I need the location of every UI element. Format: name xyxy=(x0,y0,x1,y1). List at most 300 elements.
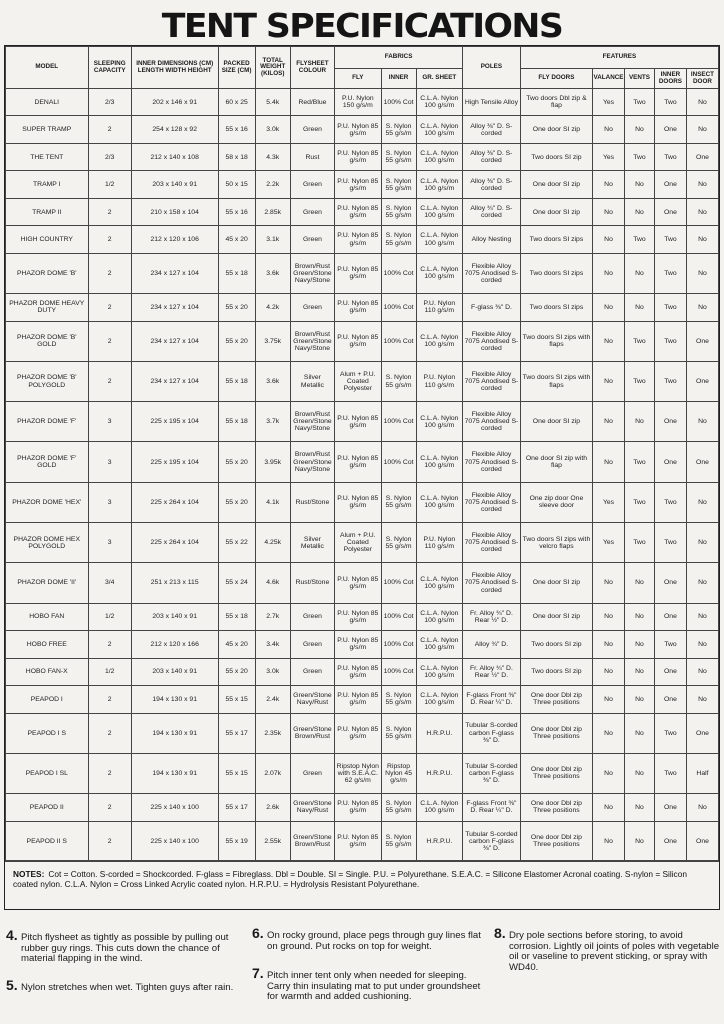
cell-poles: F-glass Front ⅜" D. Rear ¼" D. xyxy=(463,686,521,713)
cell-poles: Alloy ⅜" D. S-corded xyxy=(463,143,521,170)
cell-fly-doors: One door SI zip xyxy=(520,603,592,630)
cell-packed-size: 45 x 20 xyxy=(218,631,255,658)
cell-flysheet-colour: Green/Stone Navy/Rust xyxy=(290,686,334,713)
cell-fly-doors: Two doors SI zips with flaps xyxy=(520,361,592,401)
tip-text: Nylon stretches when wet. Tighten guys after rain. xyxy=(21,982,234,993)
cell-sleeping-capacity: 3/4 xyxy=(88,563,131,603)
cell-flysheet-colour: Green xyxy=(290,603,334,630)
cell-fabric-fly: P.U. Nylon 150 g/s/m xyxy=(335,89,381,116)
cell-fabric-inner: S. Nylon 55 g/s/m xyxy=(381,116,416,143)
cell-fabric-fly: P.U. Nylon 85 g/s/m xyxy=(335,321,381,361)
cell-sleeping-capacity: 3 xyxy=(88,523,131,563)
cell-flysheet-colour: Brown/Rust Green/Stone Navy/Stone xyxy=(290,442,334,482)
cell-flysheet-colour: Green xyxy=(290,226,334,253)
cell-sleeping-capacity: 1/2 xyxy=(88,658,131,685)
table-row xyxy=(6,89,719,116)
cell-model: PEAPOD II xyxy=(6,794,89,821)
cell-vents: No xyxy=(625,753,655,793)
cell-fabric-groundsheet: H.R.P.U. xyxy=(416,713,462,753)
cell-poles: Tubular S-corded carbon F-glass ⅜" D. xyxy=(463,753,521,793)
cell-sleeping-capacity: 3 xyxy=(88,482,131,522)
cell-fly-doors: One door SI zip xyxy=(520,116,592,143)
cell-insect-door: No xyxy=(686,631,718,658)
cell-poles: F-glass ⅜" D. xyxy=(463,294,521,321)
cell-valance: No xyxy=(593,442,625,482)
tip-number: 5. xyxy=(6,977,18,993)
cell-packed-size: 50 x 15 xyxy=(218,171,255,198)
cell-insect-door: One xyxy=(686,321,718,361)
cell-fabric-inner: S. Nylon 55 g/s/m xyxy=(381,523,416,563)
cell-fabric-fly: P.U. Nylon 85 g/s/m xyxy=(335,402,381,442)
cell-total-weight: 2.35k xyxy=(255,713,290,753)
cell-inner-doors: Two xyxy=(654,294,686,321)
cell-vents: No xyxy=(625,821,655,861)
table-row xyxy=(6,482,719,522)
cell-model: TRAMP II xyxy=(6,198,89,225)
cell-sleeping-capacity: 2 xyxy=(88,294,131,321)
cell-sleeping-capacity: 2/3 xyxy=(88,89,131,116)
table-row xyxy=(6,294,719,321)
notes-label: NOTES: xyxy=(13,869,45,879)
tip-number: 6. xyxy=(252,925,264,941)
cell-fabric-fly: Ripstop Nylon with S.E.A.C. 62 g/s/m xyxy=(335,753,381,793)
tip-text: Pitch inner tent only when needed for sleeping. Carry thin insulating mat to put under groundsheet for warmth and added cushioning. xyxy=(267,970,481,1003)
cell-packed-size: 55 x 20 xyxy=(218,294,255,321)
cell-flysheet-colour: Red/Blue xyxy=(290,89,334,116)
table-row xyxy=(6,523,719,563)
cell-valance: No xyxy=(593,821,625,861)
header-fabric-fly: FLY xyxy=(335,69,381,89)
header-fabric-inner: INNER xyxy=(381,69,416,89)
cell-total-weight: 3.7k xyxy=(255,402,290,442)
cell-insect-door: No xyxy=(686,89,718,116)
cell-vents: No xyxy=(625,294,655,321)
cell-inner-dimensions: 212 x 120 x 106 xyxy=(131,226,218,253)
cell-poles: Fr. Alloy ¾" D. Rear ½" D. xyxy=(463,603,521,630)
cell-poles: Flexible Alloy 7075 Anodised S-corded xyxy=(463,321,521,361)
cell-total-weight: 3.95k xyxy=(255,442,290,482)
cell-fabric-inner: 100% Cot xyxy=(381,603,416,630)
cell-fabric-inner: S. Nylon 55 g/s/m xyxy=(381,143,416,170)
table-row xyxy=(6,686,719,713)
cell-fabric-inner: 100% Cot xyxy=(381,253,416,293)
cell-fabric-inner: S. Nylon 55 g/s/m xyxy=(381,361,416,401)
cell-fabric-groundsheet: C.L.A. Nylon 100 g/s/m xyxy=(416,89,462,116)
cell-fly-doors: One door Dbl zip Three positions xyxy=(520,713,592,753)
cell-fabric-groundsheet: C.L.A. Nylon 100 g/s/m xyxy=(416,198,462,225)
cell-inner-dimensions: 234 x 127 x 104 xyxy=(131,361,218,401)
cell-valance: Yes xyxy=(593,523,625,563)
cell-inner-doors: One xyxy=(654,171,686,198)
cell-fabric-fly: P.U. Nylon 85 g/s/m xyxy=(335,198,381,225)
cell-insect-door: No xyxy=(686,658,718,685)
cell-vents: No xyxy=(625,171,655,198)
table-row xyxy=(6,442,719,482)
cell-total-weight: 3.75k xyxy=(255,321,290,361)
cell-model: DENALI xyxy=(6,89,89,116)
cell-fly-doors: One door Dbl zip Three positions xyxy=(520,686,592,713)
cell-inner-dimensions: 225 x 264 x 104 xyxy=(131,482,218,522)
cell-valance: No xyxy=(593,794,625,821)
cell-inner-doors: One xyxy=(654,603,686,630)
cell-fabric-fly: Alum + P.U. Coated Polyester xyxy=(335,523,381,563)
cell-flysheet-colour: Silver Metallic xyxy=(290,361,334,401)
table-row xyxy=(6,603,719,630)
table-row xyxy=(6,171,719,198)
cell-insect-door: No xyxy=(686,563,718,603)
cell-fabric-fly: P.U. Nylon 85 g/s/m xyxy=(335,294,381,321)
spec-sheet xyxy=(4,45,720,910)
cell-packed-size: 55 x 20 xyxy=(218,442,255,482)
cell-inner-doors: Two xyxy=(654,89,686,116)
header-sleeping-capacity: SLEEPING CAPACITY xyxy=(88,47,131,89)
cell-sleeping-capacity: 1/2 xyxy=(88,171,131,198)
cell-model: PHAZOR DOME HEX POLYGOLD xyxy=(6,523,89,563)
cell-inner-doors: One xyxy=(654,563,686,603)
cell-packed-size: 55 x 24 xyxy=(218,563,255,603)
cell-fabric-groundsheet: C.L.A. Nylon 100 g/s/m xyxy=(416,171,462,198)
spec-rows xyxy=(6,89,719,862)
cell-fabric-fly: P.U. Nylon 85 g/s/m xyxy=(335,603,381,630)
cell-fly-doors: One door SI zip with flap xyxy=(520,442,592,482)
cell-model: PEAPOD I SL xyxy=(6,753,89,793)
cell-poles: Flexible Alloy 7075 Anodised S-corded xyxy=(463,482,521,522)
header-inner-dimensions: INNER DIMENSIONS (CM) LENGTH WIDTH HEIGHT xyxy=(131,47,218,89)
cell-model: PHAZOR DOME HEAVY DUTY xyxy=(6,294,89,321)
cell-fly-doors: One door SI zip xyxy=(520,402,592,442)
cell-sleeping-capacity: 2 xyxy=(88,794,131,821)
cell-flysheet-colour: Green/Stone Brown/Rust xyxy=(290,821,334,861)
cell-total-weight: 2.85k xyxy=(255,198,290,225)
cell-vents: No xyxy=(625,603,655,630)
cell-inner-dimensions: 225 x 140 x 100 xyxy=(131,821,218,861)
cell-inner-doors: Two xyxy=(654,226,686,253)
cell-sleeping-capacity: 2 xyxy=(88,631,131,658)
table-row xyxy=(6,143,719,170)
cell-total-weight: 3.6k xyxy=(255,361,290,401)
header-total-weight: TOTAL WEIGHT (KILOS) xyxy=(255,47,290,89)
header-fabrics: FABRICS xyxy=(335,47,463,69)
cell-poles: Flexible Alloy 7075 Anodised S-corded xyxy=(463,402,521,442)
cell-inner-dimensions: 203 x 140 x 91 xyxy=(131,658,218,685)
cell-insect-door: No xyxy=(686,402,718,442)
cell-sleeping-capacity: 2 xyxy=(88,713,131,753)
cell-valance: No xyxy=(593,171,625,198)
cell-vents: Two xyxy=(625,143,655,170)
cell-sleeping-capacity: 1/2 xyxy=(88,603,131,630)
cell-valance: No xyxy=(593,563,625,603)
cell-fabric-fly: P.U. Nylon 85 g/s/m xyxy=(335,171,381,198)
cell-flysheet-colour: Green xyxy=(290,171,334,198)
cell-inner-doors: One xyxy=(654,658,686,685)
cell-insect-door: No xyxy=(686,523,718,563)
cell-fabric-fly: P.U. Nylon 85 g/s/m xyxy=(335,686,381,713)
cell-fabric-inner: S. Nylon 55 g/s/m xyxy=(381,171,416,198)
cell-sleeping-capacity: 2 xyxy=(88,821,131,861)
cell-packed-size: 55 x 20 xyxy=(218,482,255,522)
cell-inner-dimensions: 254 x 128 x 92 xyxy=(131,116,218,143)
cell-fabric-inner: 100% Cot xyxy=(381,442,416,482)
cell-flysheet-colour: Green xyxy=(290,198,334,225)
cell-total-weight: 2.7k xyxy=(255,603,290,630)
cell-total-weight: 4.3k xyxy=(255,143,290,170)
notes xyxy=(5,860,719,909)
cell-fabric-inner: 100% Cot xyxy=(381,563,416,603)
cell-inner-dimensions: 234 x 127 x 104 xyxy=(131,321,218,361)
cell-fabric-inner: S. Nylon 55 g/s/m xyxy=(381,821,416,861)
cell-valance: No xyxy=(593,713,625,753)
cell-flysheet-colour: Green xyxy=(290,116,334,143)
cell-vents: No xyxy=(625,116,655,143)
cell-poles: Tubular S-corded carbon F-glass ⅜" D. xyxy=(463,713,521,753)
cell-fly-doors: One door Dbl zip Three positions xyxy=(520,794,592,821)
cell-fly-doors: Two doors SI zips xyxy=(520,226,592,253)
cell-model: PHAZOR DOME 'F' xyxy=(6,402,89,442)
cell-vents: Two xyxy=(625,226,655,253)
header-poles: POLES xyxy=(463,47,521,89)
header-insect-door: INSECT DOOR xyxy=(686,69,718,89)
cell-poles: Tubular S-corded carbon F-glass ⅜" D. xyxy=(463,821,521,861)
cell-fabric-groundsheet: C.L.A. Nylon 100 g/s/m xyxy=(416,631,462,658)
cell-fabric-fly: P.U. Nylon 85 g/s/m xyxy=(335,253,381,293)
cell-packed-size: 55 x 15 xyxy=(218,686,255,713)
cell-fly-doors: One door Dbl zip Three positions xyxy=(520,753,592,793)
cell-poles: Flexible Alloy 7075 Anodised S-corded xyxy=(463,523,521,563)
cell-packed-size: 55 x 18 xyxy=(218,361,255,401)
cell-model: PEAPOD I xyxy=(6,686,89,713)
cell-inner-dimensions: 210 x 158 x 104 xyxy=(131,198,218,225)
cell-vents: No xyxy=(625,253,655,293)
cell-inner-doors: One xyxy=(654,402,686,442)
cell-inner-dimensions: 212 x 140 x 108 xyxy=(131,143,218,170)
cell-fly-doors: One door SI zip xyxy=(520,171,592,198)
spec-table xyxy=(5,46,719,862)
cell-fabric-inner: S. Nylon 55 g/s/m xyxy=(381,686,416,713)
cell-fabric-inner: S. Nylon 55 g/s/m xyxy=(381,713,416,753)
cell-fabric-groundsheet: C.L.A. Nylon 100 g/s/m xyxy=(416,658,462,685)
header-model: MODEL xyxy=(6,47,89,89)
cell-insect-door: No xyxy=(686,294,718,321)
cell-fabric-groundsheet: C.L.A. Nylon 100 g/s/m xyxy=(416,482,462,522)
cell-valance: No xyxy=(593,603,625,630)
cell-vents: Two xyxy=(625,442,655,482)
cell-flysheet-colour: Green/Stone Brown/Rust xyxy=(290,713,334,753)
cell-fly-doors: Two doors SI zips with velcro flaps xyxy=(520,523,592,563)
cell-packed-size: 45 x 20 xyxy=(218,226,255,253)
cell-insect-door: Half xyxy=(686,753,718,793)
cell-poles: F-glass Front ⅜" D. Rear ¼" D. xyxy=(463,794,521,821)
header-packed-size: PACKED SIZE (CM) xyxy=(218,47,255,89)
cell-fly-doors: One door Dbl zip Three positions xyxy=(520,821,592,861)
cell-total-weight: 5.4k xyxy=(255,89,290,116)
cell-fabric-groundsheet: H.R.P.U. xyxy=(416,821,462,861)
cell-packed-size: 55 x 16 xyxy=(218,198,255,225)
cell-insect-door: One xyxy=(686,442,718,482)
cell-inner-dimensions: 194 x 130 x 91 xyxy=(131,686,218,713)
cell-fabric-inner: Ripstop Nylon 45 g/s/m xyxy=(381,753,416,793)
cell-insect-door: No xyxy=(686,603,718,630)
cell-valance: No xyxy=(593,226,625,253)
cell-poles: Alloy ¾" D. S-corded xyxy=(463,198,521,225)
cell-insect-door: No xyxy=(686,116,718,143)
cell-packed-size: 55 x 20 xyxy=(218,321,255,361)
cell-sleeping-capacity: 2 xyxy=(88,361,131,401)
cell-inner-dimensions: 225 x 195 x 104 xyxy=(131,402,218,442)
header-fabric-groundsheet: GR. SHEET xyxy=(416,69,462,89)
cell-inner-doors: Two xyxy=(654,753,686,793)
cell-fabric-fly: P.U. Nylon 85 g/s/m xyxy=(335,658,381,685)
header-inner-doors: INNER DOORS xyxy=(654,69,686,89)
cell-flysheet-colour: Brown/Rust Green/Stone Navy/Stone xyxy=(290,253,334,293)
cell-fabric-inner: 100% Cot xyxy=(381,321,416,361)
cell-model: PHAZOR DOME 'B' xyxy=(6,253,89,293)
cell-vents: Two xyxy=(625,321,655,361)
cell-vents: No xyxy=(625,563,655,603)
cell-valance: Yes xyxy=(593,143,625,170)
cell-valance: No xyxy=(593,116,625,143)
cell-valance: Yes xyxy=(593,482,625,522)
cell-sleeping-capacity: 2 xyxy=(88,321,131,361)
table-row xyxy=(6,563,719,603)
cell-poles: Flexible Alloy 7075 Anodised S-corded xyxy=(463,563,521,603)
cell-total-weight: 2.07k xyxy=(255,753,290,793)
cell-fabric-fly: P.U. Nylon 85 g/s/m xyxy=(335,713,381,753)
cell-fabric-inner: 100% Cot xyxy=(381,402,416,442)
cell-fabric-groundsheet: C.L.A. Nylon 100 g/s/m xyxy=(416,253,462,293)
cell-fabric-inner: 100% Cot xyxy=(381,631,416,658)
cell-valance: No xyxy=(593,294,625,321)
cell-poles: Alloy ¾" D. xyxy=(463,631,521,658)
cell-inner-doors: One xyxy=(654,198,686,225)
cell-inner-doors: Two xyxy=(654,321,686,361)
cell-inner-dimensions: 225 x 140 x 100 xyxy=(131,794,218,821)
table-row xyxy=(6,402,719,442)
cell-inner-doors: Two xyxy=(654,143,686,170)
cell-insect-door: One xyxy=(686,821,718,861)
cell-valance: Yes xyxy=(593,89,625,116)
header-features: FEATURES xyxy=(520,47,718,69)
cell-total-weight: 2.55k xyxy=(255,821,290,861)
cell-flysheet-colour: Green xyxy=(290,631,334,658)
tip-text: Dry pole sections before storing, to avoid corrosion. Lightly oil joints of poles with vegetable oil or vaseline to prevent sticking, or spray with WD40. xyxy=(509,930,720,973)
cell-fabric-groundsheet: C.L.A. Nylon 100 g/s/m xyxy=(416,563,462,603)
cell-insect-door: No xyxy=(686,226,718,253)
cell-flysheet-colour: Brown/Rust Green/Stone Navy/Stone xyxy=(290,402,334,442)
cell-fabric-fly: P.U. Nylon 85 g/s/m xyxy=(335,116,381,143)
cell-flysheet-colour: Green/Stone Navy/Rust xyxy=(290,794,334,821)
cell-poles: Fr. Alloy ¾" D. Rear ½" D. xyxy=(463,658,521,685)
cell-inner-doors: One xyxy=(654,821,686,861)
cell-fabric-groundsheet: C.L.A. Nylon 100 g/s/m xyxy=(416,116,462,143)
cell-valance: No xyxy=(593,631,625,658)
cell-packed-size: 55 x 18 xyxy=(218,253,255,293)
cell-poles: Flexible Alloy 7075 Anodised S-corded xyxy=(463,253,521,293)
cell-total-weight: 2.2k xyxy=(255,171,290,198)
cell-insect-door: No xyxy=(686,253,718,293)
table-row xyxy=(6,116,719,143)
cell-fly-doors: One zip door One sleeve door xyxy=(520,482,592,522)
cell-model: SUPER TRAMP xyxy=(6,116,89,143)
cell-packed-size: 55 x 18 xyxy=(218,402,255,442)
cell-insect-door: One xyxy=(686,143,718,170)
cell-fabric-groundsheet: P.U. Nylon 110 g/s/m xyxy=(416,523,462,563)
cell-inner-dimensions: 234 x 127 x 104 xyxy=(131,294,218,321)
cell-inner-dimensions: 234 x 127 x 104 xyxy=(131,253,218,293)
table-row xyxy=(6,321,719,361)
cell-total-weight: 4.2k xyxy=(255,294,290,321)
cell-vents: Two xyxy=(625,523,655,563)
table-row xyxy=(6,198,719,225)
cell-model: PHAZOR DOME 'F' GOLD xyxy=(6,442,89,482)
cell-total-weight: 3.6k xyxy=(255,253,290,293)
cell-inner-dimensions: 225 x 195 x 104 xyxy=(131,442,218,482)
cell-flysheet-colour: Green xyxy=(290,658,334,685)
cell-total-weight: 2.6k xyxy=(255,794,290,821)
cell-insect-door: No xyxy=(686,482,718,522)
cell-valance: No xyxy=(593,198,625,225)
cell-total-weight: 4.1k xyxy=(255,482,290,522)
cell-total-weight: 3.0k xyxy=(255,658,290,685)
cell-flysheet-colour: Green xyxy=(290,294,334,321)
cell-valance: No xyxy=(593,321,625,361)
cell-sleeping-capacity: 3 xyxy=(88,442,131,482)
cell-flysheet-colour: Silver Metallic xyxy=(290,523,334,563)
cell-sleeping-capacity: 2 xyxy=(88,198,131,225)
cell-vents: No xyxy=(625,713,655,753)
cell-fly-doors: One door SI zip xyxy=(520,563,592,603)
cell-insect-door: One xyxy=(686,361,718,401)
cell-packed-size: 55 x 16 xyxy=(218,116,255,143)
cell-sleeping-capacity: 2 xyxy=(88,753,131,793)
cell-fly-doors: Two doors SI zip xyxy=(520,631,592,658)
page-title: TENT SPECIFICATIONS xyxy=(161,6,563,45)
cell-vents: No xyxy=(625,631,655,658)
cell-vents: Two xyxy=(625,361,655,401)
cell-packed-size: 55 x 18 xyxy=(218,603,255,630)
cell-fabric-inner: 100% Cot xyxy=(381,294,416,321)
cell-model: PEAPOD II S xyxy=(6,821,89,861)
cell-packed-size: 58 x 18 xyxy=(218,143,255,170)
cell-model: PHAZOR DOME 'II' xyxy=(6,563,89,603)
tip-number: 8. xyxy=(494,925,506,941)
cell-vents: Two xyxy=(625,482,655,522)
cell-vents: No xyxy=(625,686,655,713)
cell-fabric-inner: S. Nylon 55 g/s/m xyxy=(381,226,416,253)
cell-poles: Flexible Alloy 7075 Anodised S-corded xyxy=(463,361,521,401)
tip-number: 4. xyxy=(6,927,18,943)
cell-fabric-fly: P.U. Nylon 85 g/s/m xyxy=(335,482,381,522)
cell-total-weight: 3.0k xyxy=(255,116,290,143)
cell-fabric-groundsheet: P.U. Nylon 110 g/s/m xyxy=(416,294,462,321)
cell-fabric-fly: P.U. Nylon 85 g/s/m xyxy=(335,563,381,603)
cell-packed-size: 60 x 25 xyxy=(218,89,255,116)
cell-fly-doors: Two doors Dbl zip & flap xyxy=(520,89,592,116)
cell-poles: Alloy Nesting xyxy=(463,226,521,253)
cell-inner-doors: One xyxy=(654,116,686,143)
cell-inner-dimensions: 251 x 213 x 115 xyxy=(131,563,218,603)
cell-model: PHAZOR DOME 'HEX' xyxy=(6,482,89,522)
cell-fly-doors: Two doors SI zip xyxy=(520,143,592,170)
cell-flysheet-colour: Brown/Rust Green/Stone Navy/Stone xyxy=(290,321,334,361)
cell-poles: Alloy ⅜" D. S-corded xyxy=(463,116,521,143)
cell-total-weight: 3.4k xyxy=(255,631,290,658)
cell-valance: No xyxy=(593,253,625,293)
cell-insect-door: No xyxy=(686,198,718,225)
cell-inner-doors: One xyxy=(654,794,686,821)
cell-fabric-groundsheet: C.L.A. Nylon 100 g/s/m xyxy=(416,603,462,630)
cell-insect-door: No xyxy=(686,794,718,821)
cell-sleeping-capacity: 2 xyxy=(88,116,131,143)
